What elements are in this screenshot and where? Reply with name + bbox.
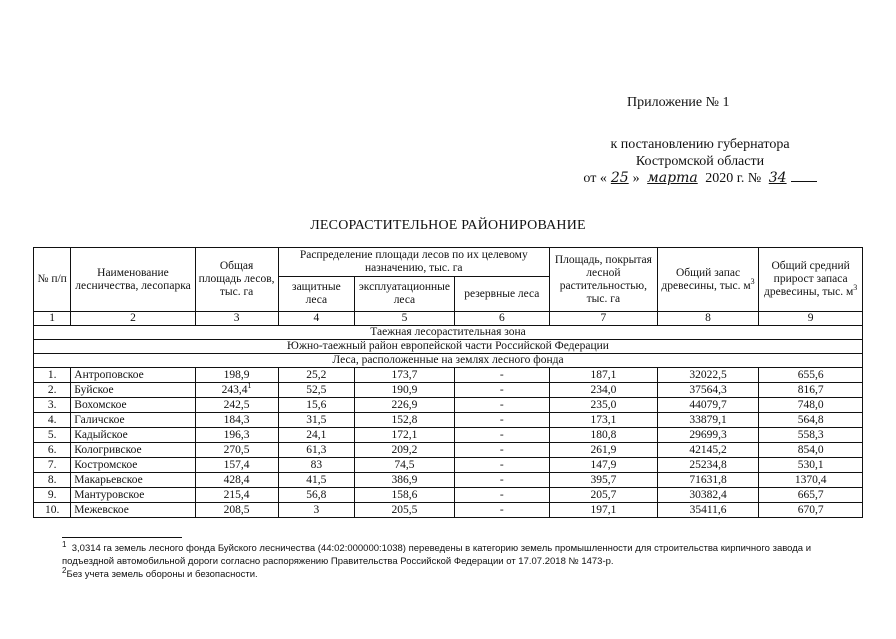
covered-area: 187,1 <box>550 368 658 383</box>
annual-growth: 665,7 <box>759 488 863 503</box>
column-number-row <box>34 312 863 326</box>
table-row <box>34 503 863 518</box>
wood-stock: 29699,3 <box>657 428 759 443</box>
header-exploitation: эксплуатационные леса <box>355 277 454 312</box>
row-number: 9. <box>34 488 71 503</box>
header-protective: защитные леса <box>278 277 355 312</box>
covered-area: 395,7 <box>550 473 658 488</box>
annual-growth: 1370,4 <box>759 473 863 488</box>
decree-line-2: Костромской области <box>635 154 765 169</box>
column-number: 2 <box>71 312 195 326</box>
exploitation-area: 205,5 <box>355 503 454 518</box>
header-reserve: резервные леса <box>454 277 549 312</box>
handwritten-number: 34 <box>768 170 787 186</box>
table-row <box>34 428 863 443</box>
column-number: 7 <box>550 312 658 326</box>
region-row <box>34 340 863 354</box>
reserve-area: - <box>454 458 549 473</box>
header-distribution: Распределение площади лесов по их целевому назначению, тыс. га <box>278 248 549 277</box>
forest-zoning-table <box>33 247 863 518</box>
footnote-ref: 1 <box>247 380 252 390</box>
reserve-area: - <box>454 428 549 443</box>
decree-date-line <box>540 170 860 187</box>
reserve-area: - <box>454 383 549 398</box>
region-label: Южно-таежный район европейской части Российской Федерации <box>34 340 863 354</box>
date-mid: » <box>632 171 640 186</box>
protective-area: 52,5 <box>278 383 355 398</box>
wood-stock: 35411,6 <box>657 503 759 518</box>
reserve-area: - <box>454 443 549 458</box>
header-name: Наименование лесничества, лесопарка <box>71 248 195 312</box>
forestry-name: Макарьевское <box>71 473 195 488</box>
handwritten-day: 25 <box>610 170 629 186</box>
annual-growth: 816,7 <box>759 383 863 398</box>
footnote-separator <box>62 537 182 538</box>
reserve-area: - <box>454 398 549 413</box>
date-prefix: от « <box>583 171 607 186</box>
forestry-name: Антроповское <box>71 368 195 383</box>
wood-stock: 25234,8 <box>657 458 759 473</box>
column-number: 3 <box>195 312 278 326</box>
forestry-name: Кологривское <box>71 443 195 458</box>
footnote-1: $^1$ 3,0314 га земель лесного фонда Буйского лесничества (44:02:000000:1038) переведены в категорию земель промышленности для строительства кирпичного завода и <box>62 539 812 554</box>
footnotes <box>62 539 852 581</box>
header-stock: Общий запас древесины, тыс. $м^3$ <box>657 248 759 312</box>
decree-line-1: к постановлению губернатора <box>610 137 790 152</box>
exploitation-area: 226,9 <box>355 398 454 413</box>
annual-growth: 558,3 <box>759 428 863 443</box>
exploitation-area: 74,5 <box>355 458 454 473</box>
table-row <box>34 398 863 413</box>
document-title: ЛЕСОРАСТИТЕЛЬНОЕ РАЙОНИРОВАНИЕ <box>310 218 586 233</box>
row-number: 5. <box>34 428 71 443</box>
exploitation-area: 158,6 <box>355 488 454 503</box>
total-area: 270,5 <box>195 443 278 458</box>
table-row <box>34 368 863 383</box>
footnote-1-continued: подъездной автомобильной дороги согласно распоряжению Правительства Российской Федерации от 17.07.2018 № 1473-р. <box>62 556 614 567</box>
reserve-area: - <box>454 413 549 428</box>
header-total-area: Общая площадь лесов, тыс. га <box>195 248 278 312</box>
exploitation-area: 172,1 <box>355 428 454 443</box>
total-area: 208,5 <box>195 503 278 518</box>
column-number: 8 <box>657 312 759 326</box>
column-number: 6 <box>454 312 549 326</box>
protective-area: 83 <box>278 458 355 473</box>
row-number: 7. <box>34 458 71 473</box>
row-number: 3. <box>34 398 71 413</box>
reserve-area: - <box>454 503 549 518</box>
row-number: 4. <box>34 413 71 428</box>
protective-area: 3 <box>278 503 355 518</box>
covered-area: 173,1 <box>550 413 658 428</box>
footnote-2: $^2$Без учета земель обороны и безопасности. <box>62 565 258 580</box>
column-number: 9 <box>759 312 863 326</box>
reserve-area: - <box>454 368 549 383</box>
covered-area: 197,1 <box>550 503 658 518</box>
covered-area: 234,0 <box>550 383 658 398</box>
exploitation-area: 190,9 <box>355 383 454 398</box>
protective-area: 24,1 <box>278 428 355 443</box>
total-area: 242,5 <box>195 398 278 413</box>
zone-row <box>34 326 863 340</box>
table-row <box>34 413 863 428</box>
wood-stock: 37564,3 <box>657 383 759 398</box>
forestry-name: Костромское <box>71 458 195 473</box>
protective-area: 56,8 <box>278 488 355 503</box>
annual-growth: 530,1 <box>759 458 863 473</box>
table-row <box>34 488 863 503</box>
covered-area: 235,0 <box>550 398 658 413</box>
total-area: 198,9 <box>195 368 278 383</box>
wood-stock: 42145,2 <box>657 443 759 458</box>
handwritten-month: марта <box>647 170 698 186</box>
annual-growth: 854,0 <box>759 443 863 458</box>
forestry-name: Межевское <box>71 503 195 518</box>
forestry-name: Буйское <box>71 383 195 398</box>
column-number: 5 <box>355 312 454 326</box>
wood-stock: 71631,8 <box>657 473 759 488</box>
forestry-name: Вохомское <box>71 398 195 413</box>
wood-stock: 33879,1 <box>657 413 759 428</box>
exploitation-area: 173,7 <box>355 368 454 383</box>
covered-area: 147,9 <box>550 458 658 473</box>
date-year: 2020 г. № <box>705 171 762 186</box>
annual-growth: 655,6 <box>759 368 863 383</box>
table-row <box>34 473 863 488</box>
forestry-name: Кадыйское <box>71 428 195 443</box>
row-number: 2. <box>34 383 71 398</box>
header-covered-area: Площадь, покрытая лесной растительностью, тыс. га <box>550 248 658 312</box>
exploitation-area: 152,8 <box>355 413 454 428</box>
exploitation-area: 386,9 <box>355 473 454 488</box>
covered-area: 180,8 <box>550 428 658 443</box>
row-number: 1. <box>34 368 71 383</box>
total-area: 196,3 <box>195 428 278 443</box>
row-number: 6. <box>34 443 71 458</box>
protective-area: 15,6 <box>278 398 355 413</box>
column-number: 4 <box>278 312 355 326</box>
total-area: 428,4 <box>195 473 278 488</box>
reserve-area: - <box>454 473 549 488</box>
wood-stock: 44079,7 <box>657 398 759 413</box>
covered-area: 205,7 <box>550 488 658 503</box>
header-growth: Общий средний прирост запаса древесины, тыс. $м^3$ <box>759 248 863 312</box>
category-label: Леса, расположенные на землях лесного фонда <box>34 354 863 368</box>
total-area: 184,3 <box>195 413 278 428</box>
annual-growth: 748,0 <box>759 398 863 413</box>
column-number: 1 <box>34 312 71 326</box>
table-row <box>34 458 863 473</box>
total-area: 243,4$^1$ <box>195 383 278 398</box>
annual-growth: 670,7 <box>759 503 863 518</box>
appendix-label: Приложение № 1 <box>627 95 730 110</box>
exploitation-area: 209,2 <box>355 443 454 458</box>
zone-label: Таежная лесорастительная зона <box>34 326 863 340</box>
header-num: № п/п <box>34 248 71 312</box>
protective-area: 41,5 <box>278 473 355 488</box>
row-number: 10. <box>34 503 71 518</box>
total-area: 215,4 <box>195 488 278 503</box>
decree-reference <box>540 136 860 187</box>
protective-area: 25,2 <box>278 368 355 383</box>
protective-area: 61,3 <box>278 443 355 458</box>
signature-underline <box>791 181 817 182</box>
table-row <box>34 443 863 458</box>
covered-area: 261,9 <box>550 443 658 458</box>
wood-stock: 30382,4 <box>657 488 759 503</box>
row-number: 8. <box>34 473 71 488</box>
forestry-name: Мантуровское <box>71 488 195 503</box>
wood-stock: 32022,5 <box>657 368 759 383</box>
annual-growth: 564,8 <box>759 413 863 428</box>
category-row <box>34 354 863 368</box>
protective-area: 31,5 <box>278 413 355 428</box>
reserve-area: - <box>454 488 549 503</box>
total-area: 157,4 <box>195 458 278 473</box>
forestry-name: Галичское <box>71 413 195 428</box>
table-row <box>34 383 863 398</box>
